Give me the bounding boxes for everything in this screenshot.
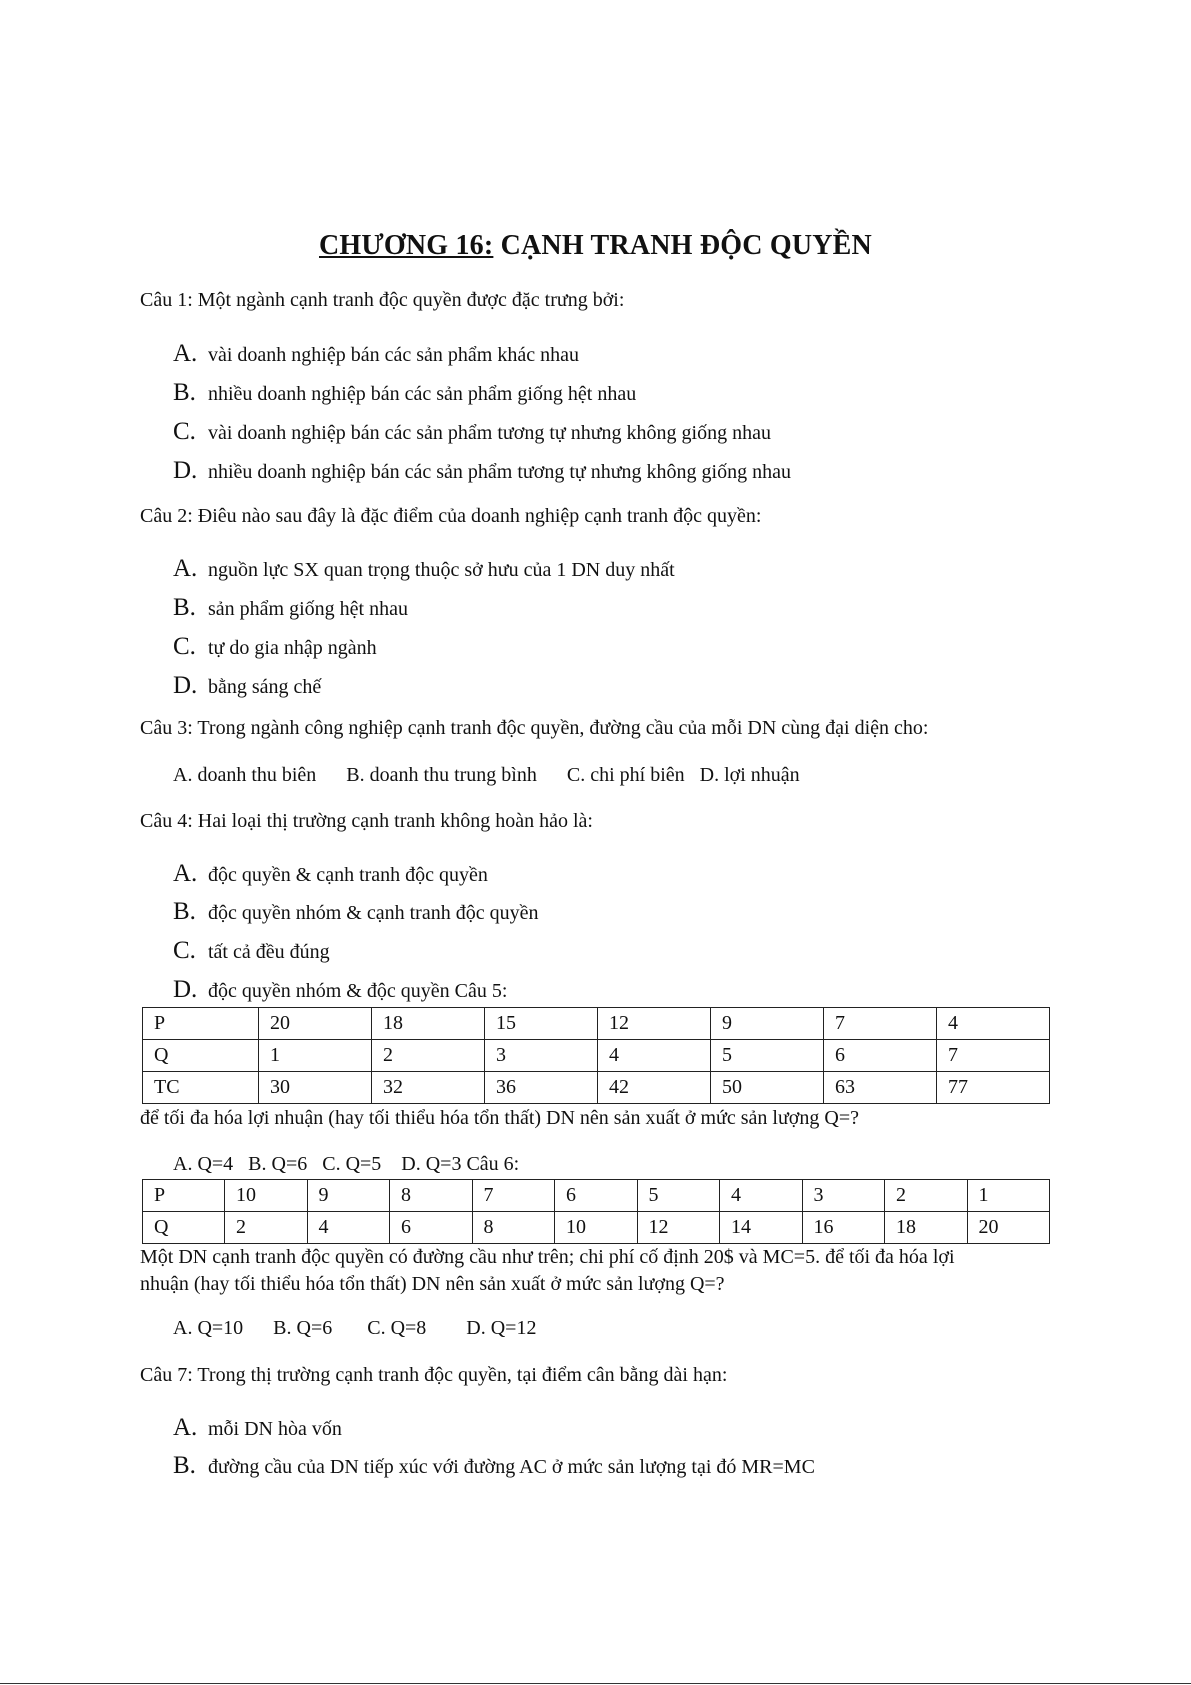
- option-text: nhiều doanh nghiệp bán các sản phẩm tương tự nhưng không giống nhau: [208, 461, 791, 483]
- table-cell: Q: [143, 1212, 225, 1244]
- table-cell: 5: [637, 1180, 720, 1212]
- table-cell: 7: [824, 1008, 937, 1040]
- table-cell: 9: [711, 1008, 824, 1040]
- option-letter: A.: [173, 860, 198, 887]
- table-cell: 12: [637, 1212, 720, 1244]
- option-letter: D.: [173, 457, 198, 484]
- option-text: bằng sáng chế: [208, 676, 322, 698]
- table-cell: 14: [720, 1212, 803, 1244]
- table-cell: Q: [143, 1040, 259, 1072]
- option-letter: C.: [173, 633, 196, 660]
- page-bottom-divider: [0, 1683, 1191, 1684]
- option-letter: A.: [173, 1414, 198, 1441]
- option-text: mỗi DN hòa vốn: [208, 1418, 342, 1440]
- option-letter: B.: [173, 594, 196, 621]
- option-text: độc quyền nhóm & cạnh tranh độc quyền: [208, 902, 539, 924]
- q1-option-b: [173, 379, 636, 407]
- question-1: Câu 1: Một ngành cạnh tranh độc quyền được đặc trưng bởi:: [140, 289, 625, 311]
- option-text: sản phẩm giống hệt nhau: [208, 598, 408, 620]
- table-cell: 1: [259, 1040, 372, 1072]
- table-row: [143, 1040, 1050, 1072]
- table-cell: 20: [259, 1008, 372, 1040]
- table-cell: 7: [472, 1180, 555, 1212]
- table-cell: 12: [598, 1008, 711, 1040]
- option-text: vài doanh nghiệp bán các sản phẩm tương tự nhưng không giống nhau: [208, 422, 771, 444]
- table-row: [143, 1072, 1050, 1104]
- table-cell: 8: [390, 1180, 473, 1212]
- chapter-topic: CẠNH TRANH ĐỘC QUYỀN: [493, 230, 872, 261]
- option-letter: D.: [173, 672, 198, 699]
- option-letter: B.: [173, 379, 196, 406]
- table-cell: 6: [555, 1180, 638, 1212]
- q2-option-a: [173, 555, 675, 583]
- option-letter: A.: [173, 340, 198, 367]
- q6-options: A. Q=10 B. Q=6 C. Q=8 D. Q=12: [173, 1317, 537, 1339]
- table-cell: 6: [390, 1212, 473, 1244]
- q4-option-c: [173, 937, 330, 965]
- table-row: [143, 1212, 1050, 1244]
- option-letter: A.: [173, 555, 198, 582]
- option-text: nguồn lực SX quan trọng thuộc sở hưu của 1 DN duy nhất: [208, 559, 675, 581]
- table-cell: 32: [372, 1072, 485, 1104]
- q3-options: A. doanh thu biên B. doanh thu trung bình C. chi phí biên D. lợi nhuận: [173, 764, 800, 786]
- option-text: vài doanh nghiệp bán các sản phẩm khác nhau: [208, 344, 579, 366]
- question-4: Câu 4: Hai loại thị trường cạnh tranh không hoàn hảo là:: [140, 810, 593, 832]
- table-cell: 6: [824, 1040, 937, 1072]
- option-text: độc quyền & cạnh tranh độc quyền: [208, 864, 488, 886]
- option-text: đường cầu của DN tiếp xúc với đường AC ở mức sản lượng tại đó MR=MC: [208, 1456, 815, 1478]
- option-letter: C.: [173, 418, 196, 445]
- question-2: Câu 2: Điêu nào sau đây là đặc điểm của doanh nghiệp cạnh tranh độc quyền:: [140, 505, 762, 527]
- page-title: [0, 230, 1191, 262]
- q2-option-d: [173, 672, 321, 700]
- q5-options: A. Q=4 B. Q=6 C. Q=5 D. Q=3 Câu 6:: [173, 1153, 520, 1175]
- table-cell: 9: [307, 1180, 390, 1212]
- table-cell: 20: [967, 1212, 1050, 1244]
- option-text: độc quyền nhóm & độc quyền Câu 5:: [208, 980, 508, 1002]
- option-letter: B.: [173, 898, 196, 925]
- option-text: tự do gia nhập ngành: [208, 637, 377, 659]
- table-cell: P: [143, 1008, 259, 1040]
- table-row: [143, 1180, 1050, 1212]
- option-letter: C.: [173, 937, 196, 964]
- q7-option-b: [173, 1452, 815, 1480]
- table-cell: 4: [937, 1008, 1050, 1040]
- table-cell: 4: [307, 1212, 390, 1244]
- table-cell: 7: [937, 1040, 1050, 1072]
- q2-option-b: [173, 594, 408, 622]
- table-cell: 8: [472, 1212, 555, 1244]
- table-cell: 2: [225, 1212, 308, 1244]
- table-cell: 4: [720, 1180, 803, 1212]
- table-cell: 18: [372, 1008, 485, 1040]
- option-text: nhiều doanh nghiệp bán các sản phẩm giống hệt nhau: [208, 383, 637, 405]
- question-6-line-2: nhuận (hay tối thiểu hóa tổn thất) DN nên sản xuất ở mức sản lượng Q=?: [140, 1273, 725, 1295]
- q4-option-b: [173, 898, 538, 926]
- table-cell: 4: [598, 1040, 711, 1072]
- question-6-line-1: Một DN cạnh tranh độc quyền có đường cầu như trên; chi phí cố định 20$ và MC=5. để tối đa hóa lợi: [140, 1246, 955, 1268]
- q4-option-d: [173, 976, 507, 1004]
- table-cell: 77: [937, 1072, 1050, 1104]
- table-cell: 18: [885, 1212, 968, 1244]
- table-row: [143, 1008, 1050, 1040]
- table-cell: 3: [802, 1180, 885, 1212]
- option-text: tất cả đều đúng: [208, 941, 330, 963]
- q5-table: [142, 1007, 1050, 1104]
- question-3: Câu 3: Trong ngành công nghiệp cạnh tranh độc quyền, đường cầu của mỗi DN cùng đại diện cho:: [140, 717, 929, 739]
- table-cell: 50: [711, 1072, 824, 1104]
- chapter-number: CHƯƠNG 16:: [319, 230, 494, 261]
- q7-option-a: [173, 1414, 342, 1442]
- table-cell: 16: [802, 1212, 885, 1244]
- table-cell: 10: [225, 1180, 308, 1212]
- table-cell: 42: [598, 1072, 711, 1104]
- question-7: Câu 7: Trong thị trường cạnh tranh độc quyền, tại điểm cân bằng dài hạn:: [140, 1364, 728, 1386]
- option-letter: D.: [173, 976, 198, 1003]
- option-letter: B.: [173, 1452, 196, 1479]
- table-cell: P: [143, 1180, 225, 1212]
- q6-table: [142, 1179, 1050, 1244]
- table-cell: 30: [259, 1072, 372, 1104]
- table-cell: 2: [372, 1040, 485, 1072]
- q4-option-a: [173, 860, 488, 888]
- table-cell: 3: [485, 1040, 598, 1072]
- table-cell: 63: [824, 1072, 937, 1104]
- table-cell: 36: [485, 1072, 598, 1104]
- table-cell: 15: [485, 1008, 598, 1040]
- table-cell: 10: [555, 1212, 638, 1244]
- q1-option-d: [173, 457, 791, 485]
- table-cell: 1: [967, 1180, 1050, 1212]
- table-cell: 5: [711, 1040, 824, 1072]
- question-5-prompt: để tối đa hóa lợi nhuận (hay tối thiểu hóa tổn thất) DN nên sản xuất ở mức sản lượng Q=?: [140, 1107, 859, 1129]
- table-cell: 2: [885, 1180, 968, 1212]
- table-cell: TC: [143, 1072, 259, 1104]
- q2-option-c: [173, 633, 377, 661]
- q1-option-a: [173, 340, 579, 368]
- q1-option-c: [173, 418, 771, 446]
